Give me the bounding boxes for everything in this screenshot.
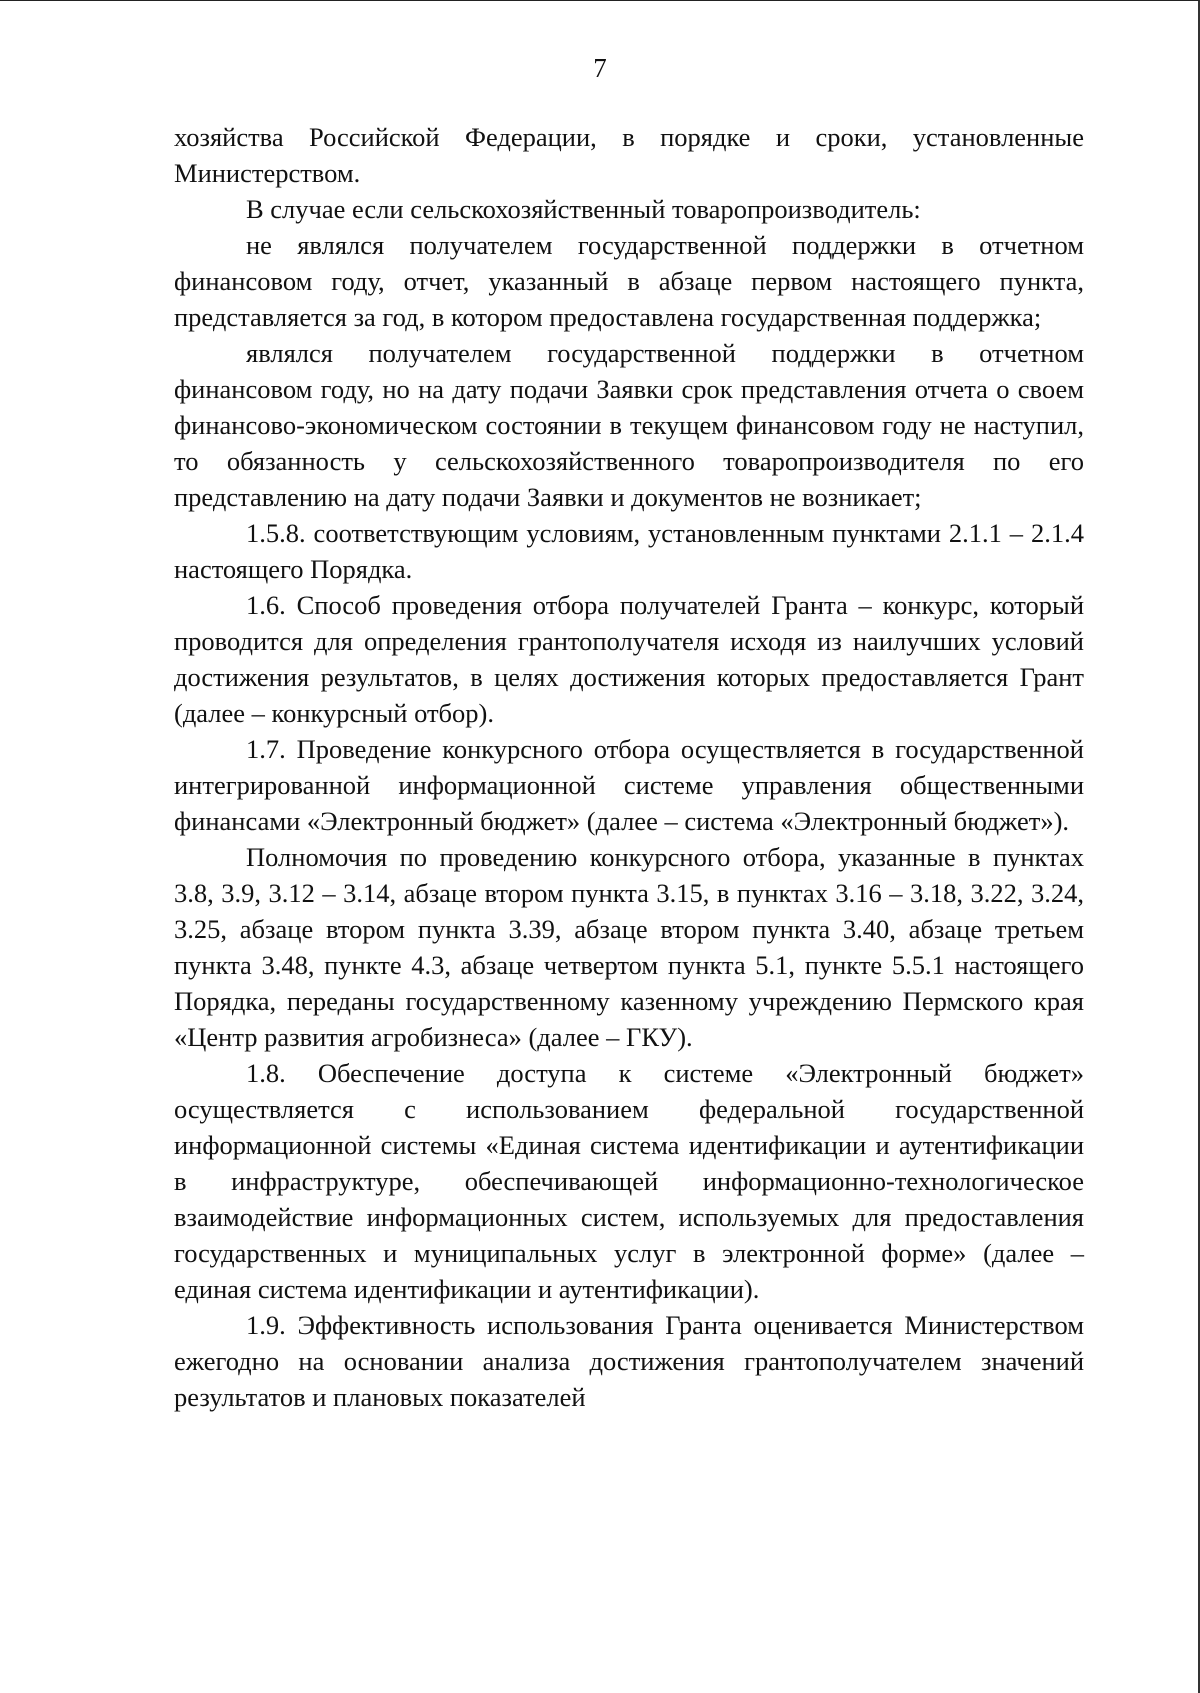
- paragraph-2: В случае если сельскохозяйственный товаропроизводитель:: [246, 194, 921, 224]
- paragraph-5: 1.5.8. соответствующим условиям, установленным пунктами 2.1.1 – 2.1.4 настоящего Порядка.: [174, 518, 1084, 584]
- paragraph-10: 1.9. Эффективность использования Гранта оценивается Министерством ежегодно на основании анализа достижения грантополучателем значений результатов и плановых показателей: [174, 1310, 1084, 1412]
- paragraph-6: 1.6. Способ проведения отбора получателей Гранта – конкурс, который проводится для определения грантополучателя исходя из наилучших условий достижения результатов, в целях достижения которых предоставляется Грант (далее – конкурсный отбор).: [174, 590, 1084, 728]
- paragraph-4: являлся получателем государственной поддержки в отчетном финансовом году, но на дату подачи Заявки срок представления отчета о своем финансово-экономическом состоянии в текущем финансовом году не наступил, то обязанность у сельскохозяйственного товаропроизводителя по его представлению на дату подачи Заявки и документов не возникает;: [174, 338, 1084, 512]
- paragraph-1: хозяйства Российской Федерации, в порядке и сроки, установленные Министерством.: [174, 122, 1084, 188]
- paragraph-9: 1.8. Обеспечение доступа к системе «Электронный бюджет» осуществляется с использованием федеральной государственной информационной системы «Единая система идентификации и аутентификации в инфраструктуре, обеспечивающей информационно-технологическое взаимодействие информационных систем, используемых для предоставления государственных и муниципальных услуг в электронной форме» (далее – единая система идентификации и аутентификации).: [174, 1058, 1084, 1304]
- page-number: 7: [593, 53, 607, 83]
- paragraph-3: не являлся получателем государственной поддержки в отчетном финансовом году, отчет, указанный в абзаце первом настоящего пункта, представляется за год, в котором предоставлена государственная поддержка;: [174, 230, 1084, 332]
- document-body: [174, 119, 1084, 1415]
- paragraph-7: 1.7. Проведение конкурсного отбора осуществляется в государственной интегрированной информационной системе управления общественными финансами «Электронный бюджет» (далее – система «Электронный бюджет»).: [174, 734, 1084, 836]
- paragraph-8: Полномочия по проведению конкурсного отбора, указанные в пунктах 3.8, 3.9, 3.12 – 3.14, абзаце втором пункта 3.15, в пунктах 3.16 – 3.18, 3.22, 3.24, 3.25, абзаце втором пункта 3.39, абзаце втором пункта 3.40, абзаце третьем пункта 3.48, пункте 4.3, абзаце четвертом пункта 5.1, пункте 5.5.1 настоящего Порядка, переданы государственному казенному учреждению Пермского края «Центр развития агробизнеса» (далее – ГКУ).: [174, 842, 1084, 1052]
